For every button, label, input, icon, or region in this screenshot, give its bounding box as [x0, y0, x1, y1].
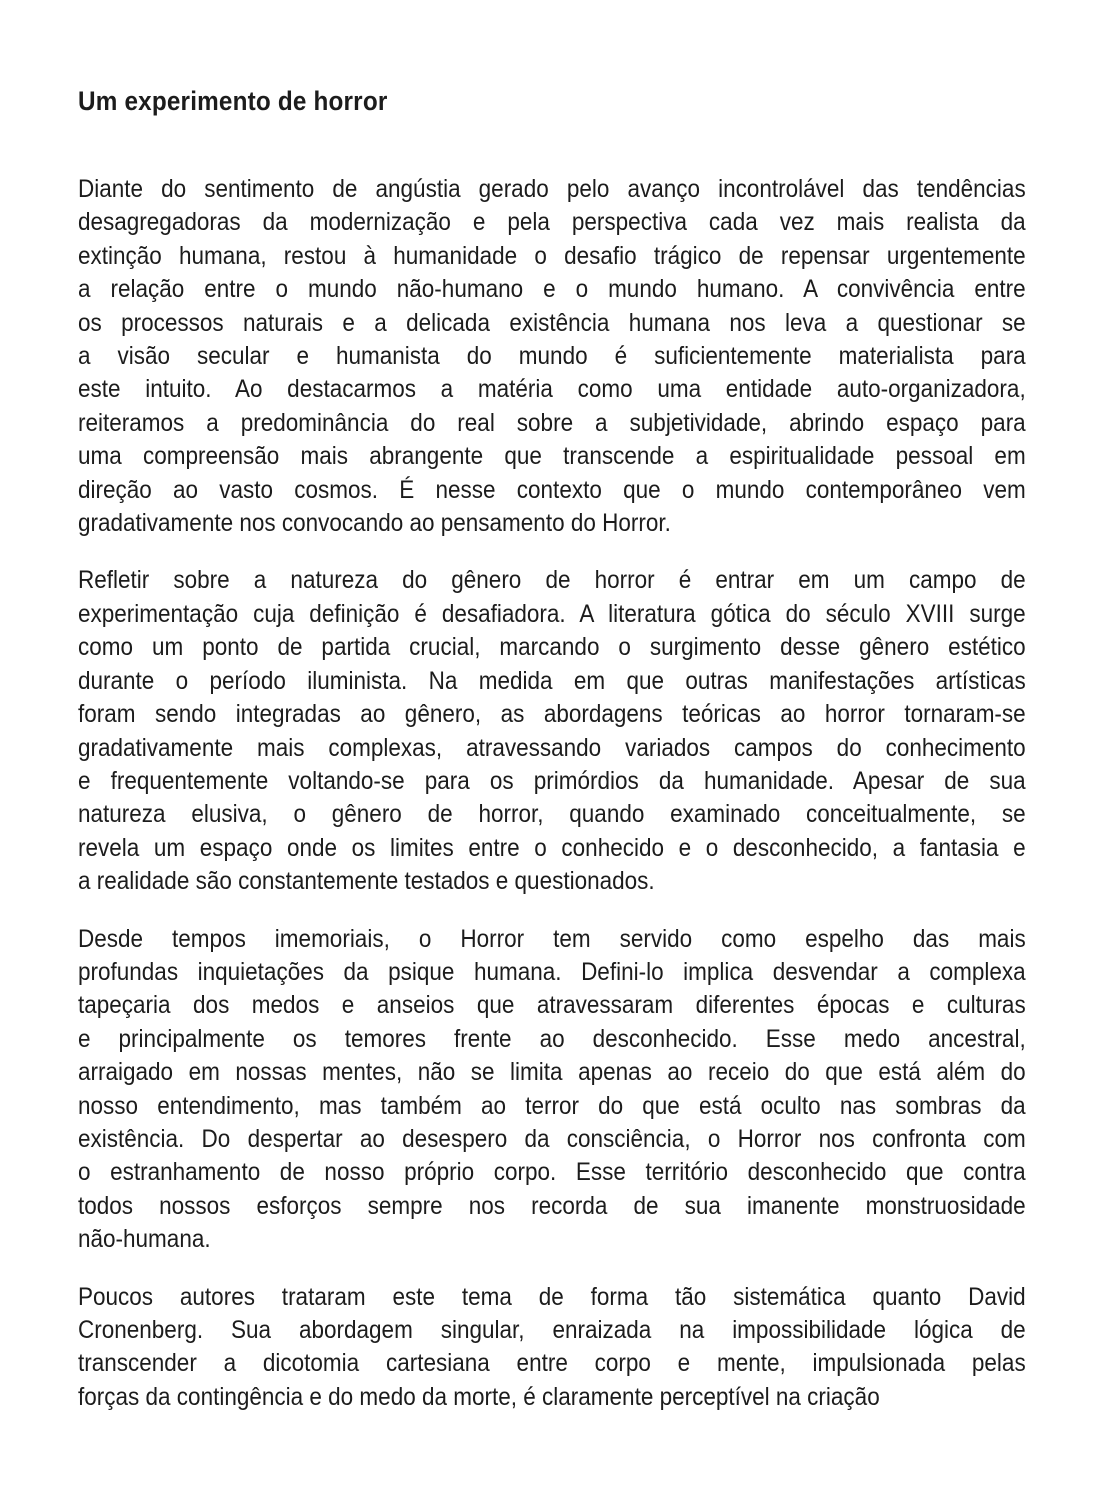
text-line: foram sendo integradas ao gênero, as abordagens teóricas ao horror tornaram-se	[78, 700, 1026, 729]
text-line: gradativamente nos convocando ao pensamento do Horror.	[78, 509, 671, 538]
text-line: desagregadoras da modernização e pela perspectiva cada vez mais realista da	[78, 208, 1026, 237]
text-line: não-humana.	[78, 1225, 211, 1254]
text-line: durante o período iluminista. Na medida em que outras manifestações artísticas	[78, 666, 1026, 695]
text-line: profundas inquietações da psique humana. Defini-lo implica desvendar a complexa	[78, 957, 1026, 986]
text-line: e principalmente os temores frente ao desconhecido. Esse medo ancestral,	[78, 1024, 1026, 1053]
text-line: direção ao vasto cosmos. É nesse contexto que o mundo contemporâneo vem	[78, 475, 1026, 504]
text-line: tapeçaria dos medos e anseios que atravessaram diferentes épocas e culturas	[78, 991, 1026, 1020]
text-line: os processos naturais e a delicada existência humana nos leva a questionar se	[78, 308, 1026, 337]
paragraphs-container	[78, 173, 1026, 1414]
text-line: nosso entendimento, mas também ao terror do que está oculto nas sombras da	[78, 1091, 1026, 1120]
text-line: o estranhamento de nosso próprio corpo. Esse território desconhecido que contra	[78, 1158, 1026, 1187]
text-line: como um ponto de partida crucial, marcando o surgimento desse gênero estético	[78, 633, 1026, 662]
paragraph	[78, 564, 1026, 898]
text-line: transcender a dicotomia cartesiana entre corpo e mente, impulsionada pelas	[78, 1349, 1026, 1378]
document-content	[78, 84, 1026, 1414]
text-line: experimentação cuja definição é desafiadora. A literatura gótica do século XVIII surge	[78, 599, 1026, 628]
text-line: este intuito. Ao destacarmos a matéria como uma entidade auto-organizadora,	[78, 375, 1026, 404]
paragraph	[78, 173, 1026, 540]
text-line: arraigado em nossas mentes, não se limita apenas ao receio do que está além do	[78, 1058, 1026, 1087]
document-title: Um experimento de horror	[78, 86, 388, 116]
text-line: a visão secular e humanista do mundo é suficientemente materialista para	[78, 342, 1026, 371]
paragraph	[78, 923, 1026, 1257]
text-line: Refletir sobre a natureza do gênero de horror é entrar em um campo de	[78, 566, 1026, 595]
text-line: todos nossos esforços sempre nos recorda de sua imanente monstruosidade	[78, 1191, 1026, 1220]
text-line: reiteramos a predominância do real sobre a subjetividade, abrindo espaço para	[78, 408, 1026, 437]
text-line: a relação entre o mundo não-humano e o mundo humano. A convivência entre	[78, 275, 1026, 304]
text-line: Desde tempos imemoriais, o Horror tem servido como espelho das mais	[78, 924, 1026, 953]
text-line: natureza elusiva, o gênero de horror, quando examinado conceitualmente, se	[78, 800, 1026, 829]
text-line: Poucos autores trataram este tema de forma tão sistemática quanto David	[78, 1282, 1026, 1311]
text-line: e frequentemente voltando-se para os primórdios da humanidade. Apesar de sua	[78, 766, 1026, 795]
text-line: forças da contingência e do medo da morte, é claramente perceptível na criação	[78, 1382, 880, 1411]
text-line: gradativamente mais complexas, atravessando variados campos do conhecimento	[78, 733, 1026, 762]
text-line: uma compreensão mais abrangente que transcende a espiritualidade pessoal em	[78, 442, 1026, 471]
text-line: revela um espaço onde os limites entre o conhecido e o desconhecido, a fantasia e	[78, 833, 1026, 862]
text-line: extinção humana, restou à humanidade o desafio trágico de repensar urgentemente	[78, 241, 1026, 270]
text-line: existência. Do despertar ao desespero da consciência, o Horror nos confronta com	[78, 1124, 1026, 1153]
text-line: Diante do sentimento de angústia gerado pelo avanço incontrolável das tendências	[78, 175, 1026, 203]
paragraph	[78, 1281, 1026, 1415]
text-line: a realidade são constantemente testados e questionados.	[78, 867, 655, 896]
text-line: Cronenberg. Sua abordagem singular, enraizada na impossibilidade lógica de	[78, 1316, 1026, 1344]
